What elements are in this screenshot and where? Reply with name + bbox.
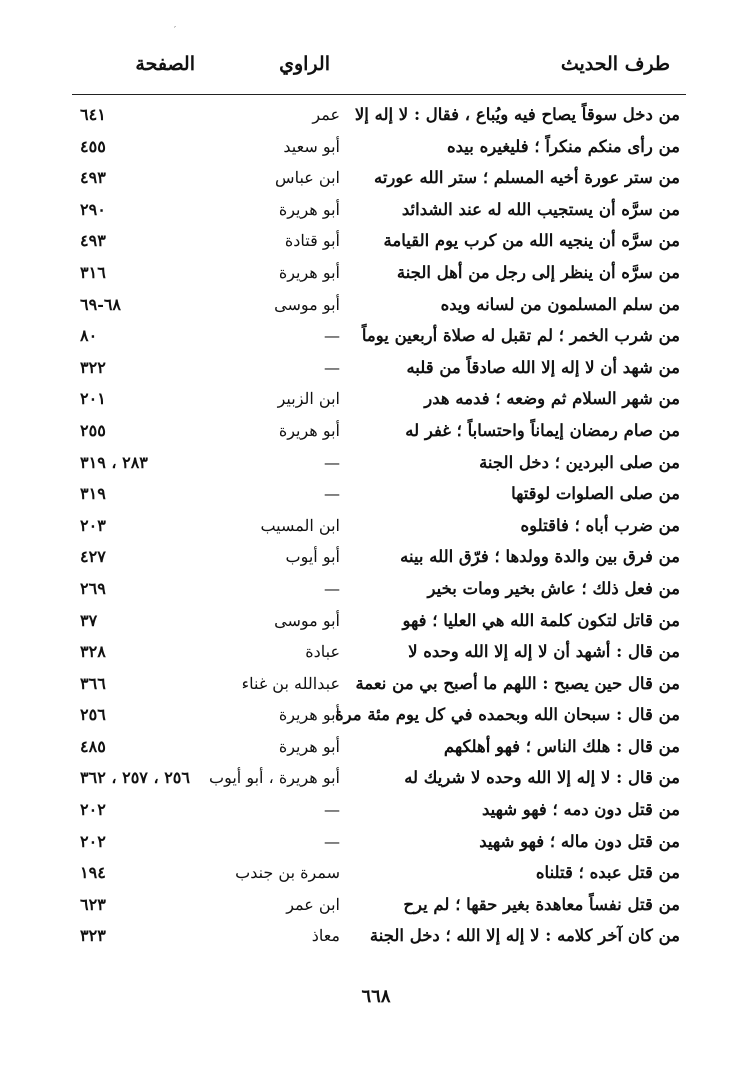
hadith-text: من كان آخر كلامه : لا إله إلا الله ؛ دخل الجنة [369,926,680,946]
hadith-text: من قتل دون ماله ؛ فهو شهيد [479,831,680,851]
page-reference: ٢٥٦ ، ٢٥٧ ، ٣٦٢ [80,768,190,788]
table-row [60,858,690,890]
page-reference: ٢٠١ [80,389,106,409]
table-row [60,921,690,953]
hadith-text: من قتل دون دمه ؛ فهو شهيد [481,800,680,820]
page-reference: ٢٥٥ [80,420,106,440]
narrator-name: ابن الزبير [277,389,340,409]
narrator-name: — [324,357,340,377]
table-row [60,448,690,480]
column-header-narrator: الراوي [279,53,330,75]
table-row [60,132,690,164]
narrator-name: — [324,800,340,820]
table-row [60,100,690,132]
narrator-name: — [324,452,340,472]
table-row [60,669,690,701]
table-row [60,353,690,385]
page-reference: ٤٥٥ [80,136,106,156]
table-row [60,890,690,922]
hadith-text: من شهر السلام ثم وضعه ؛ فدمه هدر [424,389,680,409]
page-reference: ٣١٦ [80,262,106,282]
table-row [60,258,690,290]
column-header-page: الصفحة [135,53,195,75]
page-reference: ٣٧ [80,610,98,630]
hadith-text: من قال : أشهد أن لا إله إلا الله وحده لا [408,642,680,662]
hadith-text: من شهد أن لا إله إلا الله صادقاً من قلبه [406,357,680,377]
narrator-name: أبو هريرة [278,705,340,725]
narrator-name: ابن عباس [275,168,340,188]
hadith-text: من قال : هلك الناس ؛ فهو أهلكهم [443,736,680,756]
narrator-name: أبو هريرة [278,420,340,440]
narrator-name: أبو هريرة ، أبو أيوب [209,768,340,788]
page-reference: ٦٢٣ [80,894,106,914]
column-header-hadith: طرف الحديث [560,53,670,75]
hadith-text: من صام رمضان إيماناً واحتساباً ؛ غفر له [405,420,680,440]
hadith-text: من فعل ذلك ؛ عاش بخير ومات بخير [427,578,680,598]
table-row [60,511,690,543]
hadith-text: من قال : لا إله إلا الله وحده لا شريك له [404,768,680,788]
table-row [60,827,690,859]
page-reference: ٢٠٢ [80,800,106,820]
page-mark: ′ [174,26,177,36]
hadith-text: من صلى البردين ؛ دخل الجنة [479,452,680,472]
page-reference: ٢٦٩ [80,578,106,598]
table-header [60,53,690,85]
index-table-body [60,100,690,953]
page-reference: ٢٩٠ [80,199,106,219]
narrator-name: — [324,831,340,851]
narrator-name: عمر [312,105,340,124]
hadith-text: من قال : سبحان الله وبحمده في كل يوم مئة مرة [335,705,680,725]
table-row [60,542,690,574]
page-reference: ٤٩٣ [80,168,106,188]
hadith-text: من صلى الصلوات لوقتها [511,484,680,504]
narrator-name: عبادة [305,642,340,662]
hadith-text: من ستر عورة أخيه المسلم ؛ ستر الله عورته [373,168,680,188]
hadith-text: من رأى منكم منكراً ؛ فليغيره بيده [447,136,680,156]
page-reference: ٤٢٧ [80,547,106,567]
narrator-name: أبو أيوب [285,547,340,567]
narrator-name: — [324,578,340,598]
page-reference: ١٩٤ [80,863,106,883]
page-reference: ٢٠٢ [80,831,106,851]
table-row [60,700,690,732]
table-row [60,226,690,258]
narrator-name: — [324,326,340,346]
narrator-name: أبو موسى [274,294,340,314]
page-reference: ٨٠ [80,326,98,346]
hadith-text: من قتل عبده ؛ قتلناه [535,863,680,883]
page-number: ٦٦٨ [361,986,391,1007]
table-row [60,195,690,227]
page-reference: ٤٨٥ [80,736,106,756]
hadith-text: من شرب الخمر ؛ لم تقبل له صلاة أربعين يوماً [361,326,680,346]
narrator-name: معاذ [311,926,340,946]
hadith-text: من سرَّه أن يستجيب الله له عند الشدائد [401,199,680,219]
narrator-name: أبو قتادة [284,231,340,251]
narrator-name: أبو موسى [274,610,340,630]
narrator-name: ابن عمر [286,894,340,914]
page-reference: ٢٠٣ [80,515,106,535]
table-row [60,321,690,353]
hadith-text: من فرق بين والدة وولدها ؛ فرّق الله بينه [400,547,680,567]
page-reference: ٦٤١ [80,105,106,124]
page-reference: ٢٨٣ ، ٣١٩ [80,452,148,472]
table-row [60,479,690,511]
page-reference: ٢٥٦ [80,705,106,725]
hadith-text: من دخل سوقاً يصاح فيه ويُباع ، فقال : لا إله إلا [354,105,680,124]
narrator-name: أبو سعيد [283,136,340,156]
table-row [60,763,690,795]
narrator-name: أبو هريرة [278,199,340,219]
narrator-name: — [324,484,340,504]
hadith-text: من سرَّه أن ينظر إلى رجل من أهل الجنة [396,262,680,282]
table-row [60,732,690,764]
narrator-name: أبو هريرة [278,262,340,282]
hadith-text: من قال حين يصبح : اللهم ما أصبح بي من نعمة [355,673,680,693]
page-reference: ٣٢٣ [80,926,106,946]
hadith-text: من قاتل لتكون كلمة الله هي العليا ؛ فهو [402,610,680,630]
table-row [60,637,690,669]
page-reference: ٣٢٢ [80,357,106,377]
page-reference: ٣١٩ [80,484,106,504]
table-row [60,574,690,606]
page-reference: ٦٨-٦٩ [80,294,122,314]
table-row [60,416,690,448]
narrator-name: سمرة بن جندب [235,863,340,883]
table-row [60,795,690,827]
narrator-name: عبدالله بن غناء [241,673,340,693]
narrator-name: أبو هريرة [278,736,340,756]
narrator-name: ابن المسيب [260,515,340,535]
table-row [60,290,690,322]
hadith-text: من سلم المسلمون من لسانه ويده [440,294,680,314]
header-divider [72,94,686,95]
table-row [60,384,690,416]
page-reference: ٤٩٣ [80,231,106,251]
hadith-text: من سرَّه أن ينجيه الله من كرب يوم القيامة [383,231,680,251]
hadith-text: من ضرب أباه ؛ فاقتلوه [520,515,680,535]
table-row [60,606,690,638]
page-reference: ٣٦٦ [80,673,106,693]
hadith-text: من قتل نفساً معاهدة بغير حقها ؛ لم يرح [403,894,680,914]
page-reference: ٣٢٨ [80,642,106,662]
table-row [60,163,690,195]
